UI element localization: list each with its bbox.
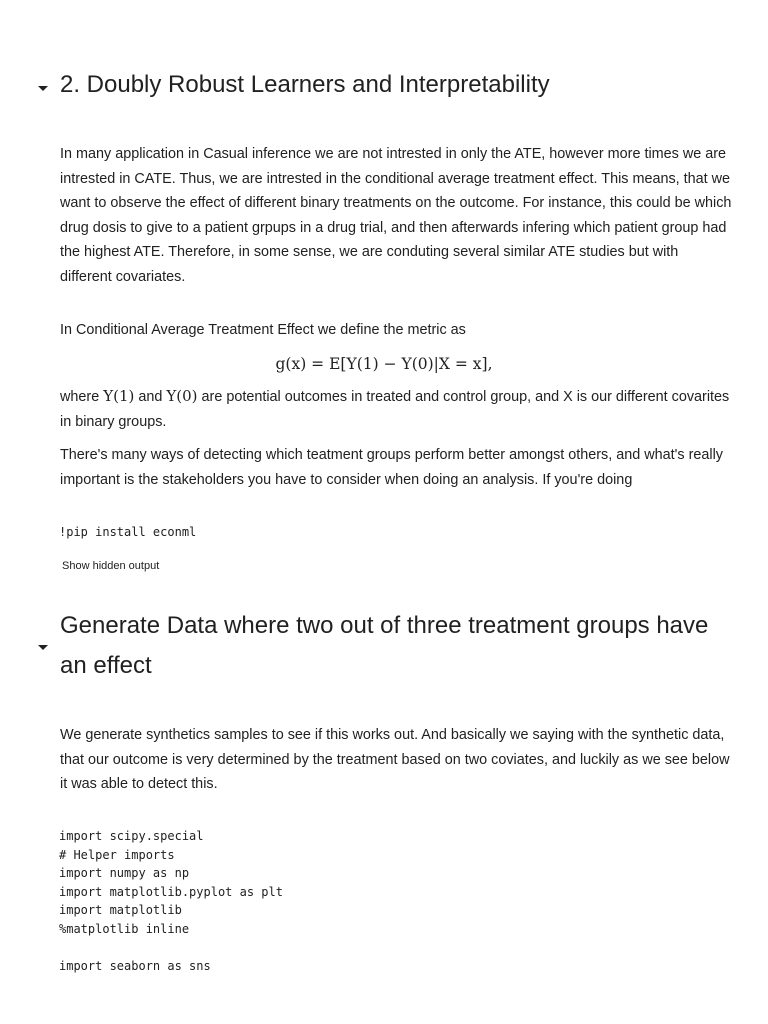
potential-outcomes-prefix: where [60,389,104,405]
treatment-groups-paragraph: There's many ways of detecting which teatment groups perform better amongst others, and what's really important is the stakeholders you have to consider when doing an analysis. If you're doing [60,447,723,488]
section-heading-doubly-robust: 2. Doubly Robust Learners and Interpretability [60,71,550,98]
cate-formula: g(x) = E[Y(1) − Y(0)|X = x], [275,355,493,373]
section-heading-generate-data: Generate Data where two out of three treatment groups have an effect [60,612,709,679]
potential-outcomes-and: and [134,389,167,405]
code-cell-pip-install[interactable]: !pip install econml [59,525,197,539]
collapse-section-caret-icon[interactable] [38,645,48,650]
potential-outcomes-suffix: are potential outcomes in treated and control group, and X is our different covarites in binary groups. [60,389,730,430]
show-hidden-output-button[interactable]: Show hidden output [62,560,160,572]
potential-outcomes-paragraph [60,384,732,434]
cate-definition-text: In Conditional Average Treatment Effect we define the metric as [60,322,466,338]
intro-paragraph: In many application in Casual inference we are not intrested in only the ATE, however more times we are intrested in CATE. Thus, we are intrested in the conditional average treatment effect. This means, that we want to observe the effect of different binary treatments on the outcome. For instance, this could be which drug dosis to give to a patient grpups in a drug trial, and then afterwards infering which patient group had the highest ATE. Therefore, in some sense, we are conduting several similar ATE studies but with different covariates. [60,146,732,285]
code-cell-imports[interactable]: import scipy.special # Helper imports import numpy as np import matplotlib.pyplot as plt import matplotlib %matplotlib inline import seaborn as sns [59,829,283,974]
y1-math: Y(1) [103,387,135,405]
y0-math: Y(0) [166,387,198,405]
synthetic-data-paragraph: We generate synthetics samples to see if this works out. And basically we saying with the synthetic data, that our outcome is very determined by the treatment based on two coviates, and luckily as we see below it was able to detect this. [60,727,730,792]
collapse-section-caret-icon[interactable] [38,86,48,91]
